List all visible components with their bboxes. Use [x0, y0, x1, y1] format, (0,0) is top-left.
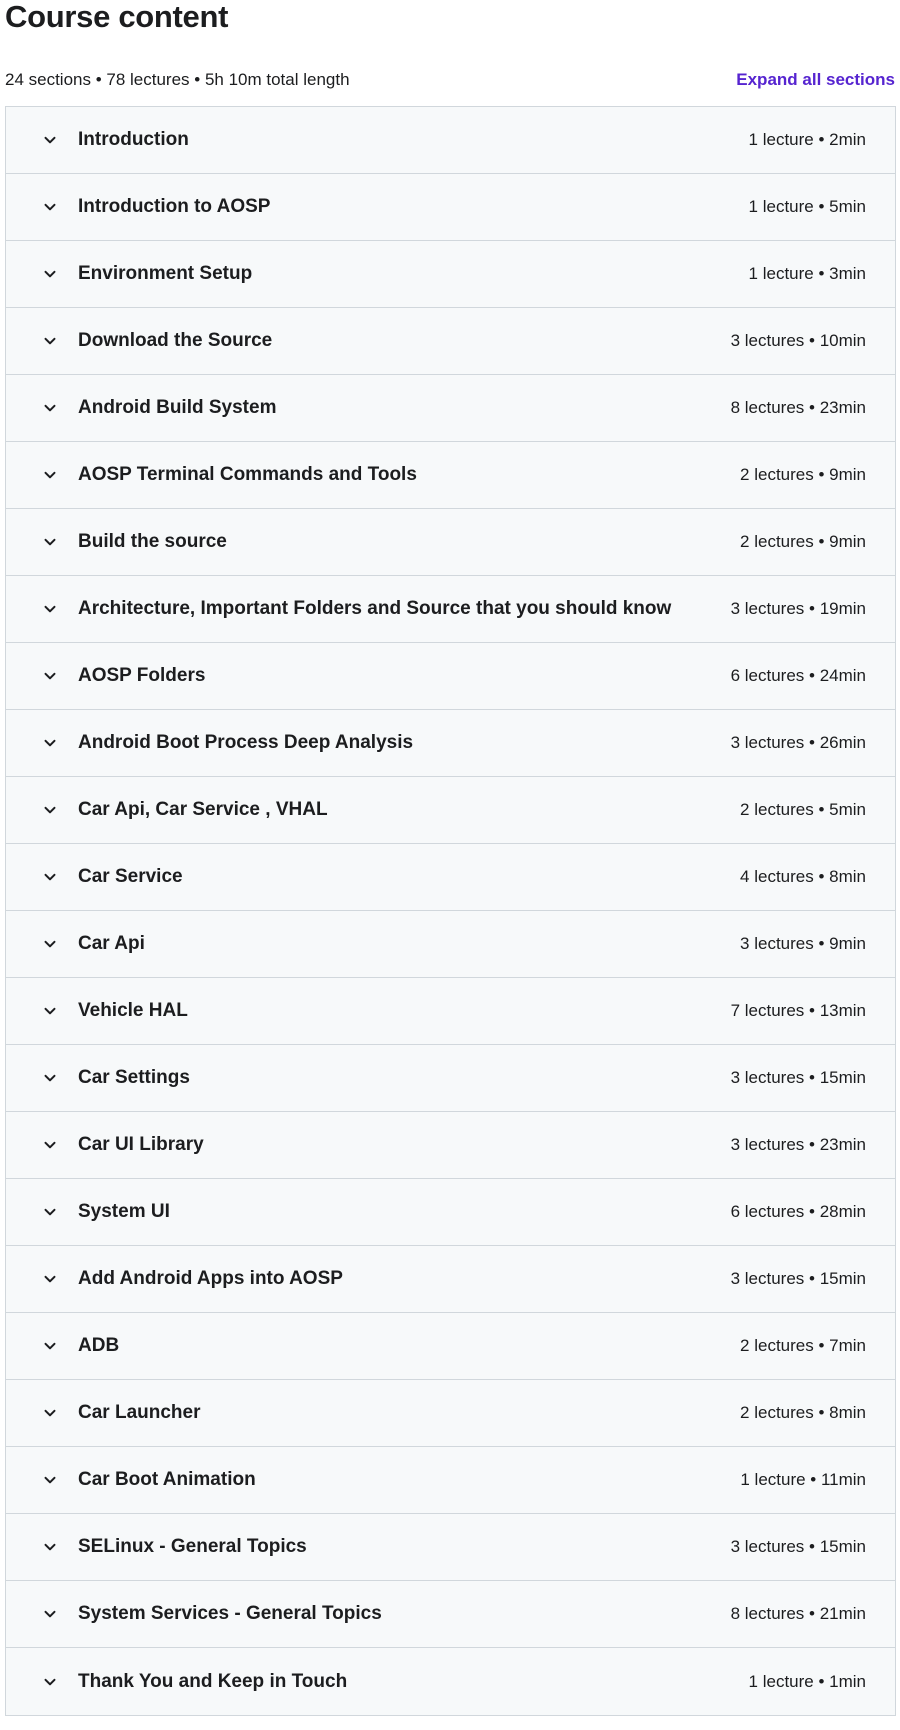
- section-lecture-count: 2 lectures • 7min: [740, 1336, 866, 1355]
- expand-all-sections-button[interactable]: Expand all sections: [736, 70, 895, 89]
- chevron-down-icon: [43, 1339, 57, 1353]
- section-row[interactable]: [6, 1648, 895, 1715]
- chevron-down-icon: [43, 468, 57, 482]
- chevron-down-icon: [43, 1406, 57, 1420]
- section-lecture-count: 3 lectures • 15min: [730, 1068, 866, 1087]
- section-row[interactable]: [6, 241, 895, 308]
- section-lecture-count: 4 lectures • 8min: [740, 867, 866, 886]
- chevron-down-icon: [43, 803, 57, 817]
- section-row[interactable]: [6, 1581, 895, 1648]
- section-row[interactable]: [6, 1313, 895, 1380]
- section-title: Introduction: [78, 129, 189, 150]
- section-lecture-count: 2 lectures • 5min: [740, 800, 866, 819]
- chevron-down-icon: [43, 1138, 57, 1152]
- section-title: Android Build System: [78, 397, 277, 418]
- section-title: Car Boot Animation: [78, 1469, 256, 1490]
- course-summary: 24 sections • 78 lectures • 5h 10m total length: [5, 70, 350, 89]
- section-row[interactable]: [6, 308, 895, 375]
- chevron-down-icon: [43, 937, 57, 951]
- section-row[interactable]: [6, 1514, 895, 1581]
- chevron-down-icon: [43, 200, 57, 214]
- section-title: Car Settings: [78, 1067, 190, 1088]
- section-lecture-count: 1 lecture • 3min: [748, 264, 866, 283]
- section-row[interactable]: [6, 1045, 895, 1112]
- section-row[interactable]: [6, 1246, 895, 1313]
- section-lecture-count: 1 lecture • 11min: [740, 1470, 866, 1489]
- section-title: Android Boot Process Deep Analysis: [78, 732, 414, 753]
- chevron-down-icon: [43, 1675, 57, 1689]
- section-lecture-count: 3 lectures • 23min: [730, 1135, 866, 1154]
- section-row[interactable]: [6, 1179, 895, 1246]
- section-title: Car Api: [78, 933, 145, 954]
- section-title: Car UI Library: [78, 1134, 204, 1155]
- chevron-down-icon: [43, 535, 57, 549]
- section-lecture-count: 2 lectures • 9min: [740, 465, 866, 484]
- section-title: System UI: [78, 1201, 170, 1222]
- chevron-down-icon: [43, 334, 57, 348]
- section-row[interactable]: [6, 1112, 895, 1179]
- chevron-down-icon: [43, 1540, 57, 1554]
- section-lecture-count: 1 lecture • 5min: [748, 197, 866, 216]
- section-lecture-count: 6 lectures • 24min: [730, 666, 866, 685]
- section-row[interactable]: [6, 710, 895, 777]
- section-lecture-count: 8 lectures • 23min: [730, 398, 866, 417]
- chevron-down-icon: [43, 1071, 57, 1085]
- section-title: Car Api, Car Service , VHAL: [78, 799, 328, 820]
- section-lecture-count: 3 lectures • 15min: [730, 1269, 866, 1288]
- chevron-down-icon: [43, 1607, 57, 1621]
- section-row[interactable]: [6, 107, 895, 174]
- chevron-down-icon: [43, 602, 57, 616]
- chevron-down-icon: [43, 1205, 57, 1219]
- section-lecture-count: 7 lectures • 13min: [730, 1001, 866, 1020]
- page-title: Course content: [5, 0, 229, 34]
- section-row[interactable]: [6, 576, 895, 643]
- section-lecture-count: 2 lectures • 9min: [740, 532, 866, 551]
- section-row[interactable]: [6, 442, 895, 509]
- section-title: Car Launcher: [78, 1402, 201, 1423]
- section-lecture-count: 3 lectures • 19min: [730, 599, 866, 618]
- chevron-down-icon: [43, 133, 57, 147]
- section-lecture-count: 1 lecture • 1min: [748, 1671, 866, 1691]
- section-row[interactable]: [6, 777, 895, 844]
- chevron-down-icon: [43, 736, 57, 750]
- chevron-down-icon: [43, 870, 57, 884]
- section-lecture-count: 1 lecture • 2min: [748, 130, 866, 149]
- chevron-down-icon: [43, 1272, 57, 1286]
- section-title: AOSP Folders: [78, 665, 206, 686]
- chevron-down-icon: [43, 1473, 57, 1487]
- section-row[interactable]: [6, 1447, 895, 1514]
- chevron-down-icon: [43, 1004, 57, 1018]
- section-title: Environment Setup: [78, 263, 253, 284]
- section-row[interactable]: [6, 978, 895, 1045]
- section-lecture-count: 8 lectures • 21min: [730, 1604, 866, 1623]
- chevron-down-icon: [43, 267, 57, 281]
- section-title: Architecture, Important Folders and Source that you should know: [78, 598, 672, 619]
- section-row[interactable]: [6, 174, 895, 241]
- section-title: Build the source: [78, 531, 227, 552]
- section-title: System Services - General Topics: [78, 1603, 382, 1624]
- section-title: ADB: [78, 1335, 120, 1356]
- section-title: Vehicle HAL: [78, 1000, 188, 1021]
- section-lecture-count: 3 lectures • 9min: [740, 934, 866, 953]
- section-title: SELinux - General Topics: [78, 1536, 307, 1557]
- section-row[interactable]: [6, 1380, 895, 1447]
- course-summary-row: [5, 66, 895, 94]
- sections-list: [5, 106, 896, 1716]
- section-lecture-count: 3 lectures • 15min: [730, 1537, 866, 1556]
- section-row[interactable]: [6, 643, 895, 710]
- chevron-down-icon: [43, 669, 57, 683]
- section-row[interactable]: [6, 375, 895, 442]
- section-row[interactable]: [6, 844, 895, 911]
- section-title: AOSP Terminal Commands and Tools: [78, 464, 417, 485]
- section-lecture-count: 3 lectures • 10min: [730, 331, 866, 350]
- section-row[interactable]: [6, 509, 895, 576]
- section-row[interactable]: [6, 911, 895, 978]
- section-lecture-count: 3 lectures • 26min: [730, 733, 866, 752]
- section-title: Download the Source: [78, 330, 273, 351]
- section-title: Introduction to AOSP: [78, 196, 271, 217]
- section-title: Add Android Apps into AOSP: [78, 1268, 343, 1289]
- section-title: Thank You and Keep in Touch: [78, 1670, 348, 1692]
- section-lecture-count: 6 lectures • 28min: [730, 1202, 866, 1221]
- section-title: Car Service: [78, 866, 183, 887]
- chevron-down-icon: [43, 401, 57, 415]
- section-lecture-count: 2 lectures • 8min: [740, 1403, 866, 1422]
